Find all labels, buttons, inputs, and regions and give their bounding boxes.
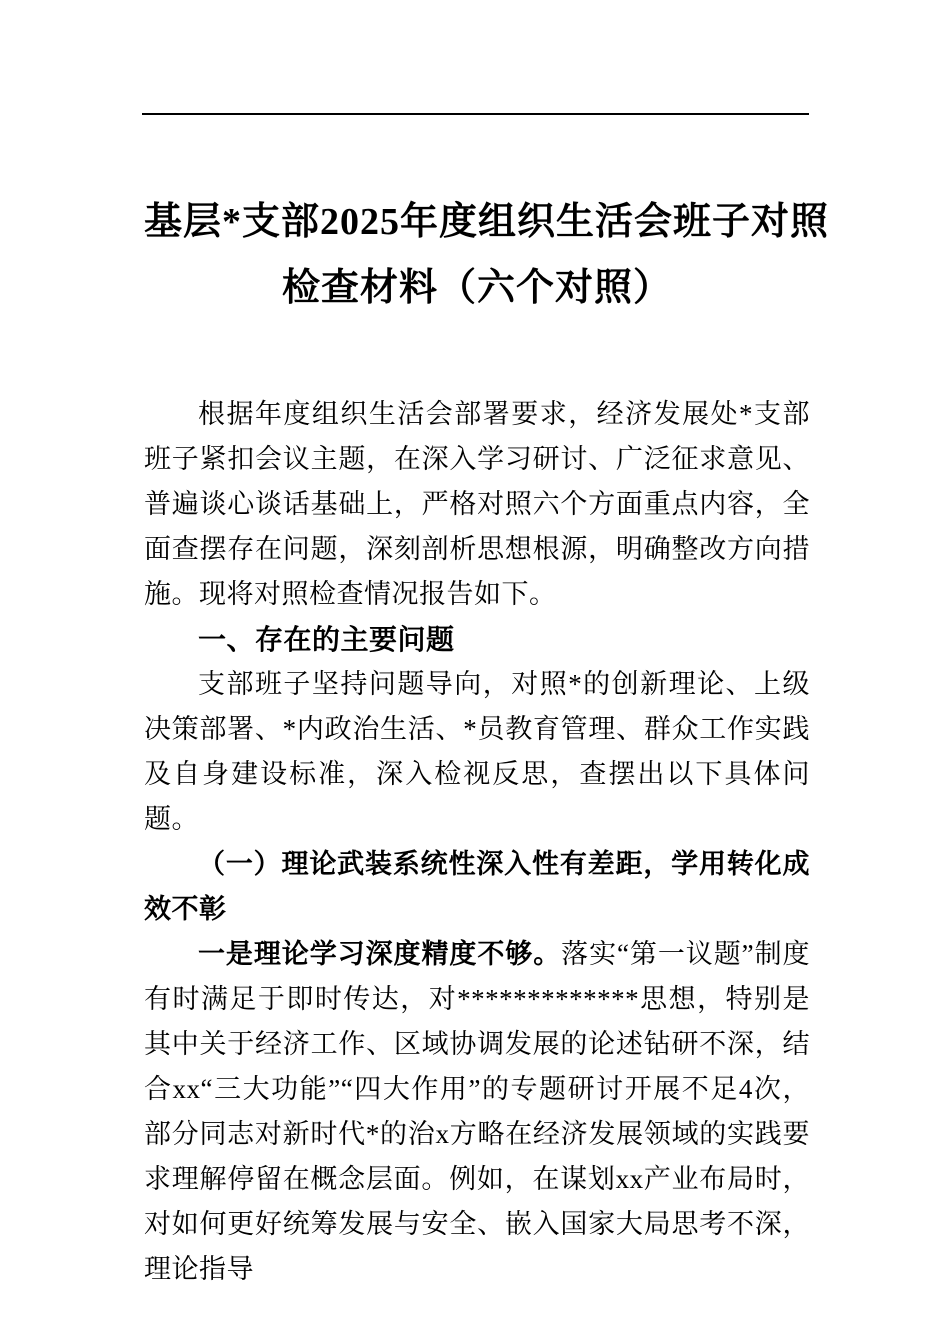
section-1-heading: 一、存在的主要问题 <box>198 624 455 655</box>
point-1-text: 落实“第一议题”制度有时满足于即时传达，对*************思想，特别是其中关于经济工作、区域协调发展的论述钻研不深，结合xx“三大功能”“四大作用”的专题研讨开展不足4次，部分同志对新时代*的治x方略在经济发展领域的实践要求理解停留在概念层面。例如，在谋划xx产业布局时，对如何更好统筹发展与安全、嵌入国家大局思考不深，理论指导 <box>144 939 811 1284</box>
point-1-lead: 一是理论学习深度精度不够。 <box>198 939 562 969</box>
document-content <box>144 0 830 1292</box>
subsection-1-1-heading: （一）理论武装系统性深入性有差距，学用转化成效不彰 <box>144 849 810 924</box>
intro-paragraph: 根据年度组织生活会部署要求，经济发展处*支部班子紧扣会议主题，在深入学习研讨、广泛征求意见、普遍谈心谈话基础上，严格对照六个方面重点内容，全面查摆存在问题，深刻剖析思想根源，明确整改方向措施。现将对照检查情况报告如下。 <box>144 399 810 609</box>
document-title <box>144 189 830 321</box>
document-title-line-2: 检查材料（六个对照） <box>281 267 672 309</box>
point-1-paragraph <box>144 932 810 1292</box>
document-title-line-1: 基层*支部2025年度组织生活会班子对照 <box>144 201 830 243</box>
section-1-intro-paragraph: 支部班子坚持问题导向，对照*的创新理论、上级决策部署、*内政治生活、*员教育管理、群众工作实践及自身建设标准，深入检视反思，查摆出以下具体问题。 <box>144 669 810 834</box>
